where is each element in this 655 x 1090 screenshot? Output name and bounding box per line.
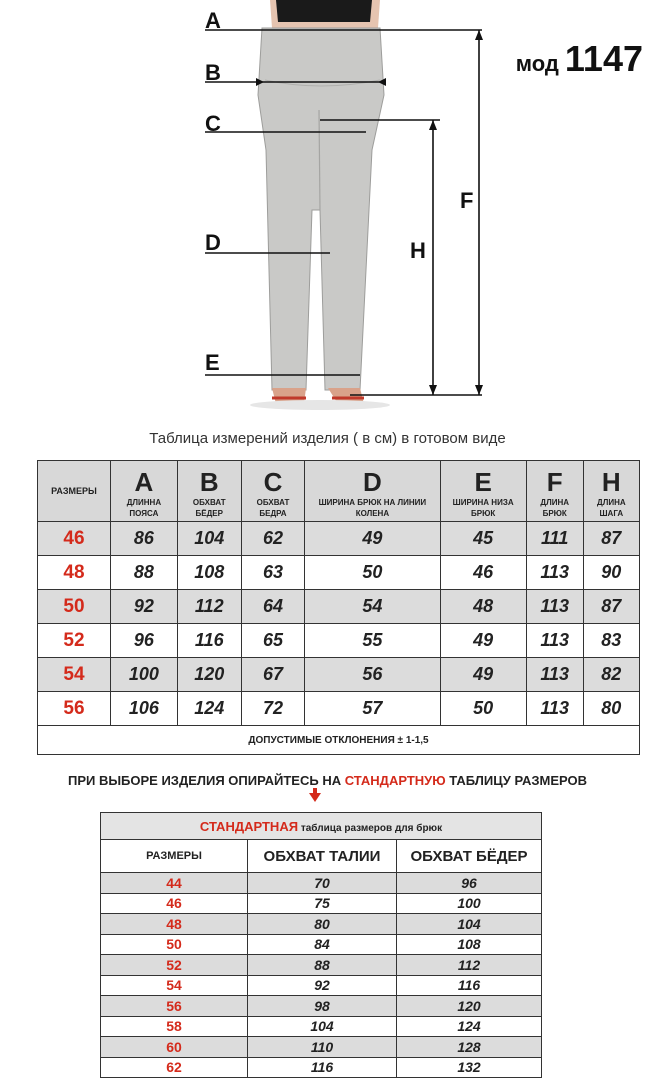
col-letter: F bbox=[546, 467, 563, 497]
value-cell: 67 bbox=[241, 658, 305, 692]
table-row bbox=[38, 522, 640, 556]
down-arrow-icon bbox=[309, 793, 321, 802]
value-cell: 106 bbox=[111, 692, 178, 726]
value-cell: 54 bbox=[305, 590, 440, 624]
value-cell: 104 bbox=[397, 914, 542, 935]
size-cell: 52 bbox=[38, 624, 111, 658]
value-cell: 50 bbox=[440, 692, 526, 726]
value-cell: 49 bbox=[440, 658, 526, 692]
size-cell: 56 bbox=[101, 996, 248, 1017]
size-cell: 46 bbox=[101, 893, 248, 914]
measure-table bbox=[37, 460, 640, 755]
value-cell: 56 bbox=[305, 658, 440, 692]
value-cell: 87 bbox=[583, 590, 639, 624]
value-cell: 64 bbox=[241, 590, 305, 624]
col-letter: H bbox=[601, 467, 621, 497]
label-c: C bbox=[205, 111, 221, 136]
value-cell: 100 bbox=[397, 893, 542, 914]
label-b: B bbox=[205, 60, 221, 85]
value-cell: 113 bbox=[526, 590, 583, 624]
value-cell: 98 bbox=[248, 996, 397, 1017]
label-f: F bbox=[460, 188, 474, 213]
hint-after: ТАБЛИЦУ РАЗМЕРОВ bbox=[445, 773, 588, 788]
value-cell: 116 bbox=[248, 1057, 397, 1078]
value-cell: 116 bbox=[397, 975, 542, 996]
size-cell: 56 bbox=[38, 692, 111, 726]
size-cell: 58 bbox=[101, 1016, 248, 1037]
table-row bbox=[38, 624, 640, 658]
table-row bbox=[101, 1016, 542, 1037]
col-sub: ДЛИННА ПОЯСА bbox=[126, 498, 162, 518]
value-cell: 82 bbox=[583, 658, 639, 692]
size-cell: 50 bbox=[101, 934, 248, 955]
hint-highlight: СТАНДАРТНУЮ bbox=[344, 773, 446, 788]
label-h: H bbox=[410, 238, 426, 263]
size-hint bbox=[0, 773, 655, 788]
header-hips: ОБХВАТ БЁДЕР bbox=[397, 840, 542, 873]
value-cell: 72 bbox=[241, 692, 305, 726]
header-sizes: РАЗМЕРЫ bbox=[101, 840, 248, 873]
size-header: РАЗМЕРЫ bbox=[38, 461, 111, 522]
table-row bbox=[38, 590, 640, 624]
label-a: A bbox=[205, 8, 221, 33]
value-cell: 128 bbox=[397, 1037, 542, 1058]
model-prefix: мод bbox=[515, 51, 559, 76]
measure-table-header bbox=[38, 461, 640, 522]
value-cell: 108 bbox=[397, 934, 542, 955]
value-cell: 96 bbox=[111, 624, 178, 658]
size-cell: 52 bbox=[101, 955, 248, 976]
standard-table-title bbox=[101, 813, 542, 840]
title-highlight: СТАНДАРТНАЯ bbox=[199, 818, 299, 834]
value-cell: 83 bbox=[583, 624, 639, 658]
value-cell: 75 bbox=[248, 893, 397, 914]
value-cell: 110 bbox=[248, 1037, 397, 1058]
value-cell: 49 bbox=[440, 624, 526, 658]
value-cell: 87 bbox=[583, 522, 639, 556]
col-sub: ШИРИНА БРЮК НА ЛИНИИ КОЛЕНА bbox=[318, 498, 427, 518]
size-cell: 54 bbox=[101, 975, 248, 996]
value-cell: 113 bbox=[526, 692, 583, 726]
value-cell: 65 bbox=[241, 624, 305, 658]
size-cell: 44 bbox=[101, 873, 248, 894]
value-cell: 100 bbox=[111, 658, 178, 692]
value-cell: 112 bbox=[177, 590, 241, 624]
size-cell: 50 bbox=[38, 590, 111, 624]
col-sub: ОБХВАТ БЕДРА bbox=[256, 498, 290, 518]
value-cell: 62 bbox=[241, 522, 305, 556]
size-cell: 46 bbox=[38, 522, 111, 556]
col-a bbox=[111, 461, 178, 522]
value-cell: 111 bbox=[526, 522, 583, 556]
size-cell: 60 bbox=[101, 1037, 248, 1058]
value-cell: 120 bbox=[177, 658, 241, 692]
value-cell: 80 bbox=[248, 914, 397, 935]
size-cell: 54 bbox=[38, 658, 111, 692]
col-letter: E bbox=[474, 467, 492, 497]
value-cell: 113 bbox=[526, 556, 583, 590]
value-cell: 90 bbox=[583, 556, 639, 590]
value-cell: 113 bbox=[526, 658, 583, 692]
table-row bbox=[101, 996, 542, 1017]
value-cell: 48 bbox=[440, 590, 526, 624]
table-row bbox=[101, 975, 542, 996]
table-row bbox=[38, 692, 640, 726]
value-cell: 120 bbox=[397, 996, 542, 1017]
col-sub: ДЛИНА БРЮК bbox=[540, 498, 569, 518]
tolerance-note: ДОПУСТИМЫЕ ОТКЛОНЕНИЯ ± 1-1,5 bbox=[38, 726, 640, 755]
col-sub: ДЛИНА ШАГА bbox=[597, 498, 626, 518]
col-b bbox=[177, 461, 241, 522]
col-letter: A bbox=[134, 467, 154, 497]
tolerance-row bbox=[38, 726, 640, 755]
table-row bbox=[101, 873, 542, 894]
label-d: D bbox=[205, 230, 221, 255]
standard-table-header bbox=[101, 840, 542, 873]
value-cell: 55 bbox=[305, 624, 440, 658]
value-cell: 108 bbox=[177, 556, 241, 590]
value-cell: 49 bbox=[305, 522, 440, 556]
value-cell: 92 bbox=[248, 975, 397, 996]
value-cell: 57 bbox=[305, 692, 440, 726]
col-f bbox=[526, 461, 583, 522]
value-cell: 104 bbox=[248, 1016, 397, 1037]
label-e: E bbox=[205, 350, 220, 375]
size-cell: 62 bbox=[101, 1057, 248, 1078]
measure-table-caption: Таблица измерений изделия ( в см) в готовом виде bbox=[149, 430, 506, 447]
value-cell: 45 bbox=[440, 522, 526, 556]
value-cell: 124 bbox=[397, 1016, 542, 1037]
table-row bbox=[38, 658, 640, 692]
col-c bbox=[241, 461, 305, 522]
value-cell: 70 bbox=[248, 873, 397, 894]
value-cell: 88 bbox=[248, 955, 397, 976]
value-cell: 116 bbox=[177, 624, 241, 658]
col-letter: C bbox=[263, 467, 283, 497]
col-sub: ОБХВАТ БЁДЕР bbox=[192, 498, 226, 518]
header-waist: ОБХВАТ ТАЛИИ bbox=[248, 840, 397, 873]
col-sub: ШИРИНА НИЗА БРЮК bbox=[452, 498, 514, 518]
value-cell: 92 bbox=[111, 590, 178, 624]
title-rest: таблица размеров для брюк bbox=[298, 822, 443, 834]
value-cell: 63 bbox=[241, 556, 305, 590]
standard-size-table bbox=[100, 812, 542, 1078]
size-cell: 48 bbox=[38, 556, 111, 590]
value-cell: 50 bbox=[305, 556, 440, 590]
value-cell: 88 bbox=[111, 556, 178, 590]
col-letter: D bbox=[363, 467, 382, 497]
table-row bbox=[101, 914, 542, 935]
table-row bbox=[101, 934, 542, 955]
table-row bbox=[101, 1057, 542, 1078]
value-cell: 104 bbox=[177, 522, 241, 556]
model-code: 1147 bbox=[564, 38, 643, 79]
col-h bbox=[583, 461, 639, 522]
standard-table-title-row bbox=[101, 813, 542, 840]
col-letter: B bbox=[199, 467, 219, 497]
col-d bbox=[305, 461, 440, 522]
value-cell: 80 bbox=[583, 692, 639, 726]
model-number bbox=[516, 38, 643, 80]
value-cell: 46 bbox=[440, 556, 526, 590]
table-row bbox=[101, 955, 542, 976]
hint-before: ПРИ ВЫБОРЕ ИЗДЕЛИЯ ОПИРАЙТЕСЬ НА bbox=[67, 773, 345, 788]
col-e bbox=[440, 461, 526, 522]
value-cell: 84 bbox=[248, 934, 397, 955]
value-cell: 124 bbox=[177, 692, 241, 726]
value-cell: 132 bbox=[397, 1057, 542, 1078]
size-cell: 48 bbox=[101, 914, 248, 935]
value-cell: 112 bbox=[397, 955, 542, 976]
table-row bbox=[101, 1037, 542, 1058]
value-cell: 86 bbox=[111, 522, 178, 556]
value-cell: 113 bbox=[526, 624, 583, 658]
value-cell: 96 bbox=[397, 873, 542, 894]
table-row bbox=[101, 893, 542, 914]
table-row bbox=[38, 556, 640, 590]
